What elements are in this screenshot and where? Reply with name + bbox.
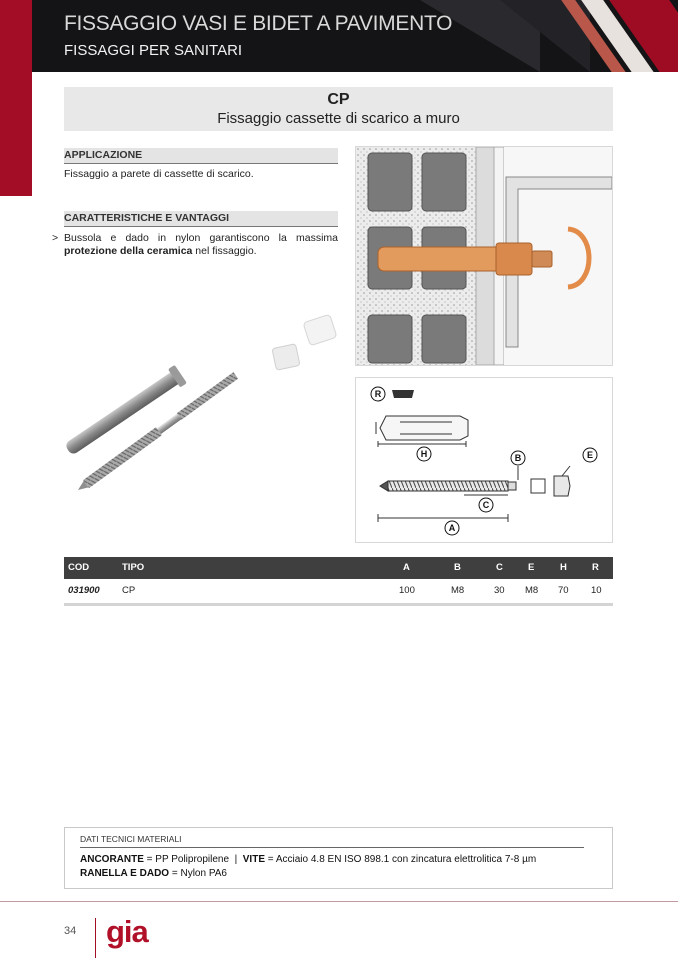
installation-drawing [356,147,612,365]
page-header [0,0,678,72]
installation-illustration [355,146,613,366]
svg-text:H: H [420,449,428,459]
product-name: Fissaggio cassette di scarico a muro [217,110,460,127]
nut-image [272,314,337,370]
svg-text:A: A [448,523,456,533]
cell-h: 70 [558,585,569,596]
material-label: RANELLA E DADO [80,868,170,879]
svg-text:C: C [482,500,490,510]
product-table [64,557,613,606]
bullet-icon: > [52,232,59,244]
product-title-box [64,87,613,131]
dim-label-c [479,498,493,512]
side-accent-bar [0,0,32,196]
svg-text:E: E [586,450,594,460]
cell-a: 100 [399,585,415,596]
material-value: = Nylon PA6 [169,868,227,879]
table-header [64,557,613,579]
product-code: CP [327,91,350,108]
features-list [52,232,338,258]
feature-line [52,245,338,258]
col-header-h: H [560,562,567,573]
svg-text:R: R [374,389,382,399]
dim-label-r [371,387,385,401]
application-heading: APPLICAZIONE [64,148,338,164]
material-value: = PP Polipropilene | [143,854,243,865]
col-header-cod: COD [68,562,90,573]
cell-cod: 031900 [68,585,100,596]
technical-data-box [64,827,613,889]
col-header-tipo: TIPO [122,562,145,573]
footer-divider [0,901,678,902]
page-number: 34 [64,925,77,937]
cell-b: M8 [451,585,465,596]
material-line [80,868,227,879]
dim-label-e [583,448,597,462]
brand-logo: gia [106,914,148,949]
material-label: ANCORANTE [80,854,144,865]
feature-text: nel fissaggio. [192,245,257,257]
product-photo [56,310,346,510]
col-header-c: C [496,562,503,573]
dim-label-h [417,447,431,461]
material-value: = Acciaio 4.8 EN ISO 898.1 con zincatura elettrolitica 7-8 µm [265,854,537,865]
cell-e: M8 [525,585,539,596]
plug-image [62,365,187,459]
cell-r: 10 [591,585,602,596]
col-header-e: E [528,562,535,573]
cell-c: 30 [494,585,505,596]
header-subtitle: FISSAGGI PER SANITARI [64,42,243,59]
features-heading: CARATTERISTICHE E VANTAGGI [64,211,338,227]
dim-label-a [445,521,459,535]
technical-data-heading: DATI TECNICI MATERIALI [80,834,584,848]
feature-bold-text: protezione della ceramica [64,245,193,257]
feature-line [52,232,338,245]
col-header-a: A [403,562,410,573]
dimension-diagram [356,378,612,542]
svg-text:B: B [514,453,522,463]
col-header-b: B [454,562,461,573]
application-text: Fissaggio a parete di cassette di scarico. [64,168,254,180]
header-title: FISSAGGIO VASI E BIDET A PAVIMENTO [64,12,453,35]
dim-label-b [511,451,525,465]
material-label: VITE [242,854,265,865]
material-line [80,854,536,865]
technical-drawing [355,377,613,543]
cell-tipo: CP [122,585,136,596]
table-row [64,579,613,606]
footer-separator [95,918,96,958]
feature-text: Bussola e dado in nylon garantiscono la massima [64,232,338,244]
col-header-r: R [592,562,599,573]
